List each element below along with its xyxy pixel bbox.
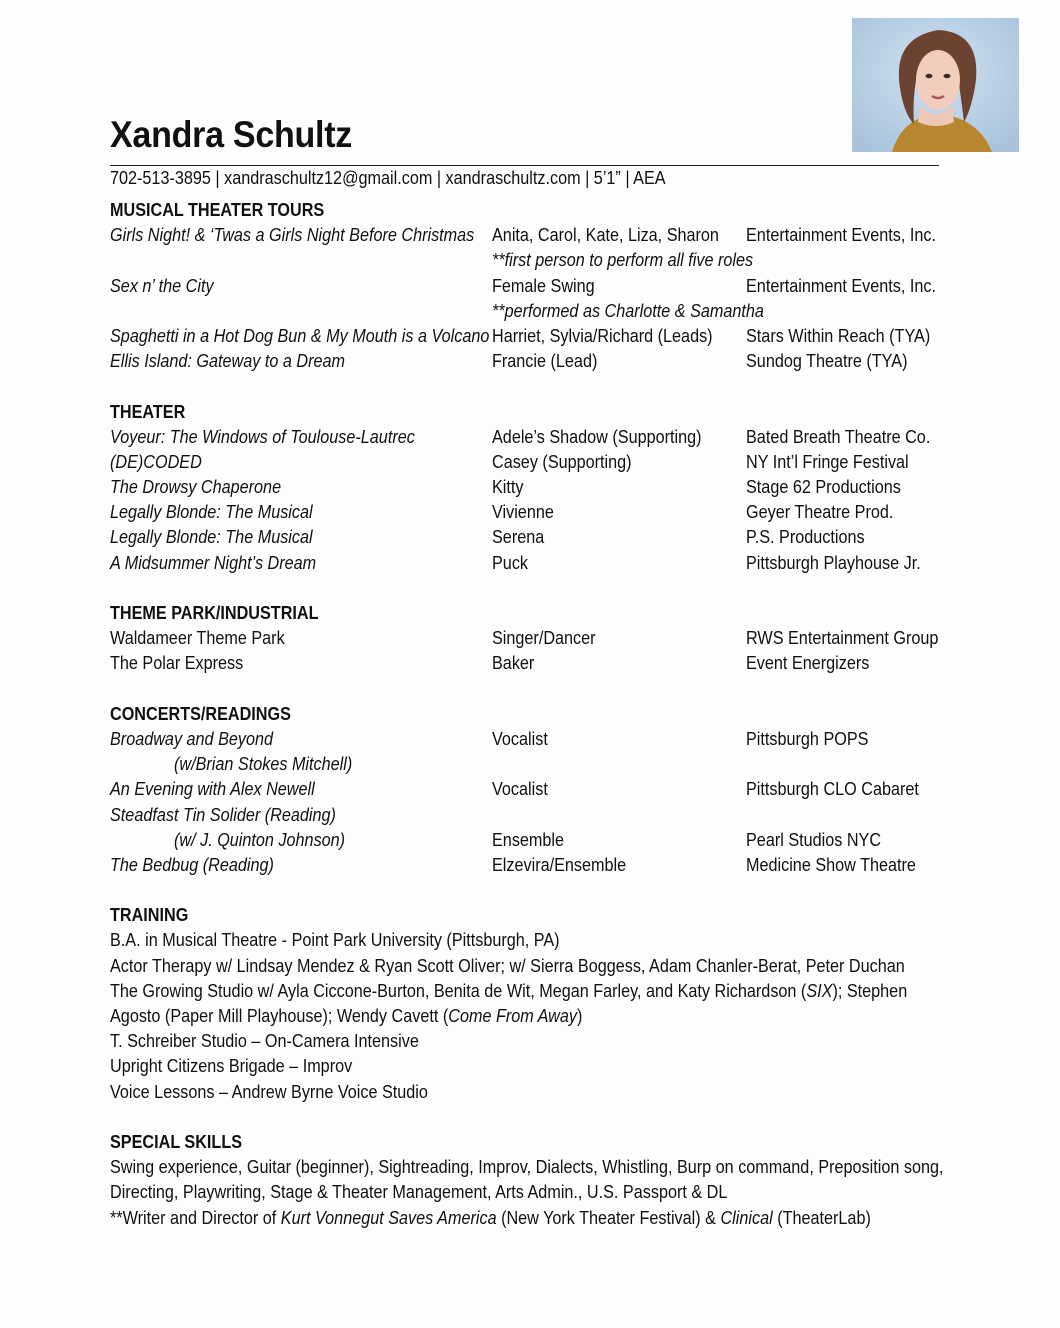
section-gap (110, 1105, 950, 1130)
training-item: B.A. in Musical Theatre - Point Park University (Pittsburgh, PA) (110, 930, 560, 951)
credit-title: (DE)CODED (110, 451, 202, 472)
credit-company: Pittsburgh CLO Cabaret (746, 779, 919, 800)
credit-company: Entertainment Events, Inc. (746, 225, 936, 246)
credit-title: Waldameer Theme Park (110, 628, 285, 649)
credit-role: Casey (Supporting) (492, 451, 632, 472)
credit-title: A Midsummer Night’s Dream (110, 552, 317, 573)
credit-company: Geyer Theatre Prod. (746, 502, 894, 523)
credit-title: Spaghetti in a Hot Dog Bun & My Mouth is a Volcano (110, 325, 490, 346)
credit-company: Pittsburgh Playhouse Jr. (746, 552, 921, 573)
credit-title: Broadway and Beyond (110, 728, 274, 749)
credit-row (110, 425, 950, 450)
contact-line: 702-513-3895 | xandraschultz12@gmail.com | xandraschultz.com | 5’1” | AEA (110, 168, 666, 188)
section-title-concerts: CONCERTS/READINGS (110, 703, 291, 724)
credit-role: Baker (492, 653, 535, 674)
credit-company: Pittsburgh POPS (746, 728, 869, 749)
credit-note: **performed as Charlotte & Samantha (492, 300, 764, 321)
skills-part: (New York Theater Festival) & (496, 1207, 721, 1228)
credit-company: Sundog Theatre (TYA) (746, 351, 908, 372)
skills-work-title: Kurt Vonnegut Saves America (280, 1207, 497, 1228)
credit-role: Vocalist (492, 779, 548, 800)
section-title-theme-park: THEME PARK/INDUSTRIAL (110, 603, 319, 623)
credit-role: Ensemble (492, 829, 565, 850)
training-item: Actor Therapy w/ Lindsay Mendez & Ryan Scott Oliver; w/ Sierra Boggess, Adam Chanler-Berat, Peter Duchan (110, 955, 905, 976)
skills-text: Swing experience, Guitar (beginner), Sightreading, Improv, Dialects, Whistling, Burp on command, Preposition song, (110, 1157, 944, 1178)
resume-content (110, 198, 950, 1231)
skills-part: **Writer and Director of (110, 1207, 281, 1228)
credit-company: NY Int’l Fringe Festival (746, 451, 909, 472)
training-item: T. Schreiber Studio – On-Camera Intensive (110, 1031, 419, 1052)
credit-title: Steadfast Tin Solider (Reading) (110, 804, 336, 825)
headshot-photo (852, 18, 1019, 152)
section-title-theater: THEATER (110, 401, 186, 422)
section-header (110, 903, 950, 928)
skills-text (110, 1206, 871, 1231)
credit-row (110, 349, 950, 374)
skills-text: Directing, Playwriting, Stage & Theater Management, Arts Admin., U.S. Passport & DL (110, 1182, 728, 1203)
credit-row (110, 450, 950, 475)
training-line (110, 979, 950, 1004)
credit-guest: (w/Brian Stokes Mitchell) (174, 754, 353, 775)
credit-company: Entertainment Events, Inc. (746, 275, 936, 296)
training-line (110, 1054, 950, 1079)
training-text: The Growing Studio w/ Ayla Ciccone-Burton, Benita de Wit, Megan Farley, and Katy Richardson ( (110, 980, 807, 1001)
credit-title: Legally Blonde: The Musical (110, 502, 313, 523)
credit-row (110, 324, 950, 349)
credit-row (110, 853, 950, 878)
section-gap (110, 677, 950, 702)
credit-note-row (110, 248, 950, 273)
credit-row (110, 551, 950, 576)
credit-row (110, 777, 950, 802)
section-header (110, 198, 950, 223)
training-line (110, 1080, 950, 1105)
credit-row (110, 223, 950, 248)
credit-row (110, 727, 950, 752)
credit-role: Anita, Carol, Kate, Liza, Sharon (492, 225, 719, 246)
credit-row (110, 525, 950, 550)
section-title-skills: SPECIAL SKILLS (110, 1131, 243, 1152)
credit-title: Legally Blonde: The Musical (110, 527, 313, 548)
credit-role: Harriet, Sylvia/Richard (Leads) (492, 325, 713, 346)
training-item (110, 1004, 582, 1029)
credit-title: The Drowsy Chaperone (110, 477, 282, 498)
credit-role: Francie (Lead) (492, 351, 598, 372)
credit-role: Vivienne (492, 502, 554, 523)
credit-row (110, 803, 950, 828)
training-show-title: Come From Away (448, 1006, 578, 1026)
training-item: Upright Citizens Brigade – Improv (110, 1056, 353, 1077)
skills-line (110, 1206, 950, 1231)
credit-row (110, 475, 950, 500)
credit-role: Elzevira/Ensemble (492, 854, 627, 875)
section-gap (110, 878, 950, 903)
training-text: ) (577, 1006, 583, 1026)
section-title-tours: MUSICAL THEATER TOURS (110, 200, 325, 220)
training-item (110, 979, 907, 1004)
credit-title: Ellis Island: Gateway to a Dream (110, 351, 345, 372)
credit-company: P.S. Productions (746, 527, 865, 548)
credit-note: **first person to perform all five roles (492, 250, 754, 271)
skills-part: (TheaterLab) (772, 1207, 871, 1228)
training-text: Agosto (Paper Mill Playhouse); Wendy Cavett ( (110, 1006, 449, 1026)
credit-note-row (110, 299, 950, 324)
credit-role: Puck (492, 552, 529, 573)
credit-title: Girls Night! & ‘Twas a Girls Night Before Christmas (110, 225, 475, 246)
credit-role: Adele’s Shadow (Supporting) (492, 426, 702, 447)
credit-title: An Evening with Alex Newell (110, 779, 315, 800)
training-line (110, 1004, 950, 1029)
training-text: ); Stephen (832, 980, 908, 1001)
credit-title: Voyeur: The Windows of Toulouse-Lautrec (110, 426, 415, 447)
training-line (110, 1029, 950, 1054)
skills-line (110, 1155, 950, 1180)
section-header (110, 601, 950, 626)
training-show-title: SIX (806, 980, 833, 1001)
section-title-training: TRAINING (110, 905, 189, 926)
training-line (110, 928, 950, 953)
credit-guest: (w/ J. Quinton Johnson) (174, 829, 346, 850)
credit-role: Vocalist (492, 728, 548, 749)
skills-work-title: Clinical (720, 1207, 773, 1228)
section-header (110, 1130, 950, 1155)
headshot-image (852, 18, 1019, 152)
credit-company: Event Energizers (746, 653, 870, 674)
credit-title: Sex n’ the City (110, 275, 214, 296)
credit-title: The Bedbug (Reading) (110, 854, 274, 875)
credit-company: Medicine Show Theatre (746, 854, 916, 875)
credit-company: Bated Breath Theatre Co. (746, 426, 931, 447)
section-header (110, 702, 950, 727)
credit-sub-row (110, 828, 950, 853)
header-divider (110, 165, 939, 166)
credit-row (110, 626, 950, 651)
section-header (110, 400, 950, 425)
training-line (110, 954, 950, 979)
credit-company: Pearl Studios NYC (746, 829, 882, 850)
credit-row (110, 500, 950, 525)
credit-company: Stars Within Reach (TYA) (746, 325, 931, 346)
training-item: Voice Lessons – Andrew Byrne Voice Studio (110, 1081, 428, 1102)
credit-company: RWS Entertainment Group (746, 628, 939, 649)
applicant-name: Xandra Schultz (110, 114, 353, 155)
credit-role: Serena (492, 527, 545, 548)
credit-role: Kitty (492, 477, 524, 498)
credit-role: Singer/Dancer (492, 628, 596, 649)
credit-sub-row (110, 752, 950, 777)
section-gap (110, 374, 950, 399)
credit-company: Stage 62 Productions (746, 477, 901, 498)
skills-line (110, 1180, 950, 1205)
credit-role: Female Swing (492, 275, 595, 296)
section-gap (110, 576, 950, 601)
credit-row (110, 651, 950, 676)
credit-row (110, 274, 950, 299)
credit-title: The Polar Express (110, 653, 244, 674)
